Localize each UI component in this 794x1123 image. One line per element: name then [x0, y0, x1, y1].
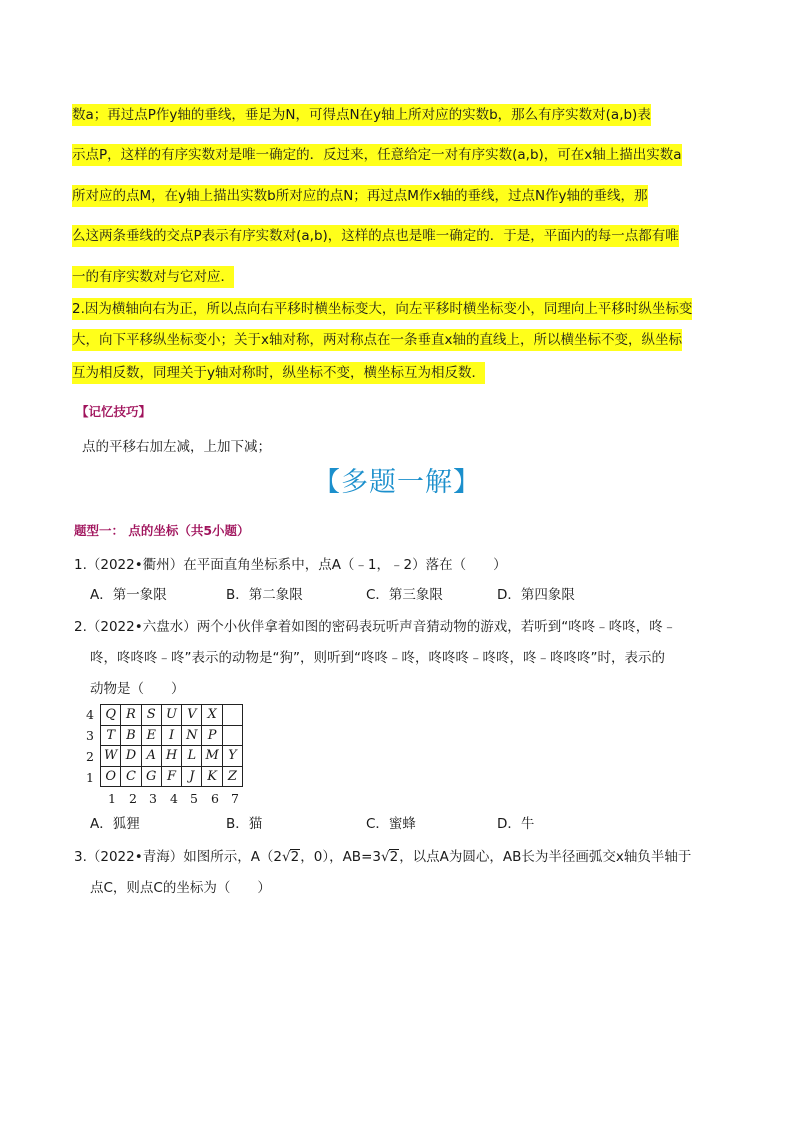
- highlight-line: 互为相反数，同理关于y轴对称时，纵坐标不变，横坐标互为相反数．: [72, 362, 485, 384]
- highlight-line: 么这两条垂线的交点P表示有序实数对(a,b)，这样的点也是唯一确定的．于是，平面内的每一点都有唯: [72, 225, 679, 247]
- cipher-row: [101, 725, 243, 746]
- highlight-line: 大，向下平移纵坐标变小；关于x轴对称，两对称点在一条垂直x轴的直线上，所以横坐标不变，纵坐标: [72, 329, 682, 351]
- question-2-stem-line1: 2.（2022•六盘水）两个小伙伴拿着如图的密码表玩听声音猜动物的游戏，若听到“咚咚﹣咚咚，咚﹣: [74, 619, 677, 635]
- highlight-line: 示点P，这样的有序实数对是唯一确定的．反过来，任意给定一对有序实数(a,b)，可在x轴上描出实数a: [72, 144, 682, 166]
- cipher-table: [100, 704, 243, 787]
- cipher-cell: R: [121, 705, 141, 726]
- cipher-cell: Z: [222, 766, 242, 787]
- cipher-row: [101, 705, 243, 726]
- question-3-stem-line1: [74, 845, 691, 865]
- cipher-cell: G: [141, 766, 161, 787]
- column-label: 7: [231, 791, 239, 806]
- cipher-cell: Q: [101, 705, 121, 726]
- highlight-line: 2.因为横轴向右为正，所以点向右平移时横坐标变大，向左平移时横坐标变小，同理向上平移时纵坐标变: [72, 298, 692, 320]
- cipher-row: [101, 766, 243, 787]
- column-label: 5: [190, 791, 198, 806]
- question-1-option-a: A．第一象限: [90, 587, 167, 603]
- column-label: 6: [211, 791, 219, 806]
- row-label: 2: [86, 749, 94, 764]
- question-type-title: 题型一： 点的坐标（共5小题）: [74, 523, 250, 538]
- sqrt-symbol: √: [282, 849, 291, 865]
- cipher-cell: E: [141, 725, 161, 746]
- memory-tip-title: 【记忆技巧】: [76, 404, 152, 419]
- cipher-cell: C: [121, 766, 141, 787]
- question-2-option-b: B．猫: [226, 816, 263, 832]
- cipher-cell: W: [101, 746, 121, 767]
- cipher-cell: U: [161, 705, 181, 726]
- cipher-cell: L: [182, 746, 202, 767]
- column-label: 1: [108, 791, 116, 806]
- q3-suffix: ，以点A为圆心，AB长为半径画弧交x轴负半轴于: [399, 849, 692, 865]
- cipher-cell: O: [101, 766, 121, 787]
- highlight-line: 数a；再过点P作y轴的垂线，垂足为N，可得点N在y轴上所对应的实数b，那么有序实数对(a,b)表: [72, 104, 651, 126]
- cipher-cell: I: [161, 725, 181, 746]
- cipher-cell: F: [161, 766, 181, 787]
- q3-prefix: 3.（2022•青海）如图所示，A（2: [74, 849, 283, 865]
- question-2-stem-line2: 咚，咚咚咚﹣咚”表示的动物是“狗”，则听到“咚咚﹣咚，咚咚咚﹣咚咚，咚﹣咚咚咚”时，表示的: [90, 650, 665, 666]
- column-label: 2: [129, 791, 137, 806]
- highlight-line: 所对应的点M，在y轴上描出实数b所对应的点N；再过点M作x轴的垂线，过点N作y轴的垂线，那: [72, 185, 648, 207]
- question-3-stem-line2: 点C，则点C的坐标为（ ）: [90, 880, 271, 896]
- section-title: 【多题一解】: [313, 467, 481, 498]
- cipher-cell: X: [202, 705, 222, 726]
- cipher-cell: Y: [222, 746, 242, 767]
- cipher-cell: N: [182, 725, 202, 746]
- cipher-cell: [222, 725, 242, 746]
- question-1-option-c: C．第三象限: [366, 587, 443, 603]
- cipher-grid: [86, 704, 243, 806]
- sqrt-radicand: 2: [290, 849, 300, 865]
- sqrt-radicand: 2: [389, 849, 399, 865]
- cipher-cell: V: [182, 705, 202, 726]
- highlight-line: 一的有序实数对与它对应．: [72, 266, 234, 288]
- cipher-cell: T: [101, 725, 121, 746]
- question-1-option-d: D．第四象限: [497, 587, 575, 603]
- cipher-cell: [222, 705, 242, 726]
- cipher-cell: M: [202, 746, 222, 767]
- question-1-option-b: B．第二象限: [226, 587, 303, 603]
- question-2-option-a: A．狐狸: [90, 816, 140, 832]
- q3-mid: ，0），AB=3: [300, 849, 381, 865]
- cipher-cell: S: [141, 705, 161, 726]
- cipher-cell: P: [202, 725, 222, 746]
- cipher-row: [101, 746, 243, 767]
- column-label: 4: [170, 791, 178, 806]
- row-label: 1: [86, 770, 94, 785]
- cipher-cell: K: [202, 766, 222, 787]
- cipher-cell: D: [121, 746, 141, 767]
- cipher-cell: B: [121, 725, 141, 746]
- cipher-cell: H: [161, 746, 181, 767]
- memory-tip-body: 点的平移右加左减，上加下减；: [82, 439, 271, 455]
- row-label: 4: [86, 707, 94, 722]
- cipher-cell: J: [182, 766, 202, 787]
- question-2-option-d: D．牛: [497, 816, 535, 832]
- question-2-option-c: C．蜜蜂: [366, 816, 416, 832]
- sqrt-symbol: √: [380, 849, 390, 865]
- question-1-stem: 1.（2022•衢州）在平面直角坐标系中，点A（﹣1，﹣2）落在（ ）: [74, 557, 507, 573]
- question-2-stem-line3: 动物是（ ）: [90, 681, 185, 697]
- row-label: 3: [86, 728, 94, 743]
- cipher-cell: A: [141, 746, 161, 767]
- column-label: 3: [149, 791, 157, 806]
